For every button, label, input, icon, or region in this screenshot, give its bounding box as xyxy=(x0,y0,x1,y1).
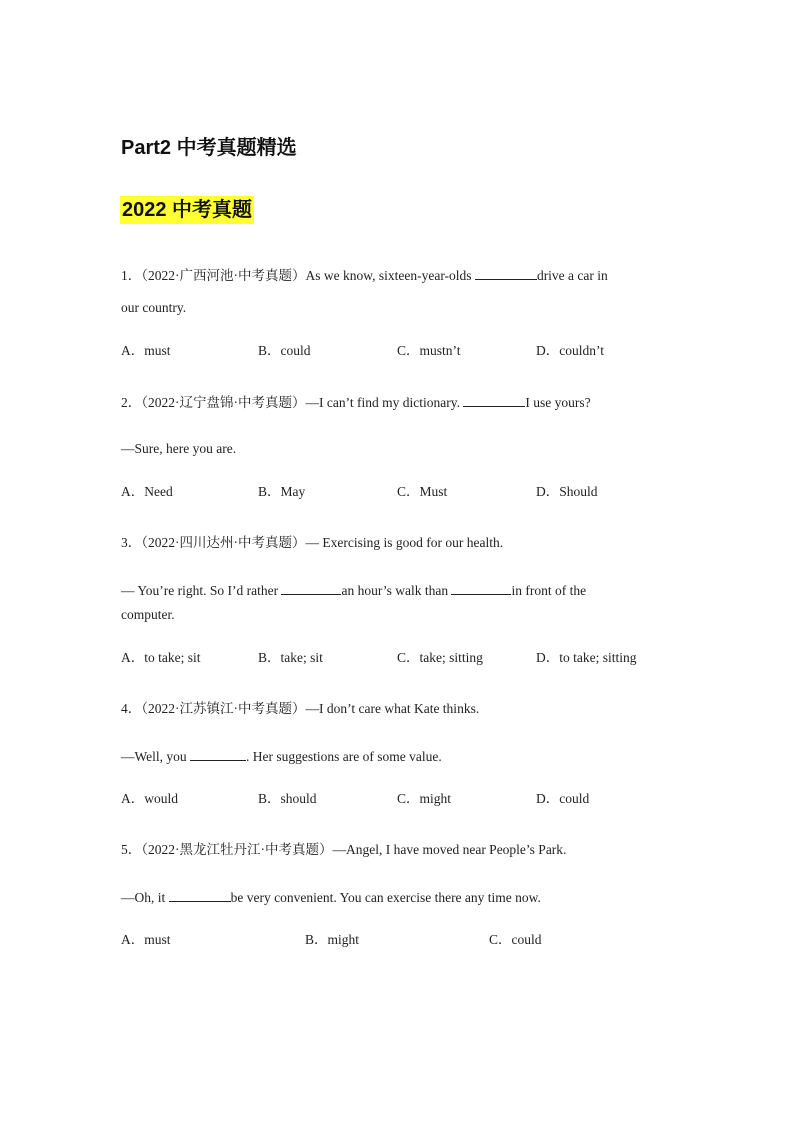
option-d: D．Should xyxy=(536,484,598,499)
question-2-text xyxy=(121,393,591,412)
question-1-stem-end: drive a car in xyxy=(536,268,608,283)
option-a: A．to take; sit xyxy=(121,650,201,665)
question-1-text xyxy=(121,266,608,285)
question-3-text: 3．（2022·四川达州·中考真题）— Exercising is good for our health. xyxy=(121,535,504,550)
answer-blank xyxy=(281,581,341,595)
option-c: C．could xyxy=(489,932,542,947)
question-5-part-b: be very convenient. You can exercise there any time now. xyxy=(230,890,541,905)
option-b: B．might xyxy=(305,932,360,947)
option-a: A．must xyxy=(121,343,171,358)
option-d: D．to take; sitting xyxy=(536,650,637,665)
question-4-part-b: . Her suggestions are of some value. xyxy=(246,749,442,764)
question-4-text: 4．（2022·江苏镇江·中考真题）—I don’t care what Kate thinks. xyxy=(121,701,480,716)
option-b: B．should xyxy=(258,791,317,806)
answer-blank xyxy=(190,747,246,761)
question-3-line3: computer. xyxy=(121,607,175,622)
option-c: C．take; sitting xyxy=(397,650,483,665)
question-3-part-a: — You’re right. So I’d rather xyxy=(121,583,282,598)
option-b: B．could xyxy=(258,343,311,358)
option-b: B．take; sit xyxy=(258,650,323,665)
question-5-part-a: —Oh, it xyxy=(121,890,169,905)
option-d: D．could xyxy=(536,791,590,806)
option-a: A．would xyxy=(121,791,178,806)
question-3-part-c: in front of the xyxy=(511,583,587,598)
option-c: C．Must xyxy=(397,484,448,499)
answer-blank xyxy=(451,581,511,595)
option-c: C．mustn’t xyxy=(397,343,461,358)
question-5-text: 5．（2022·黑龙江牡丹江·中考真题）—Angel, I have moved near People’s Park. xyxy=(121,842,567,857)
part-title: Part2 中考真题精选 xyxy=(121,137,297,159)
option-d: D．couldn’t xyxy=(536,343,604,358)
question-3-line2 xyxy=(121,581,586,600)
answer-blank xyxy=(463,393,525,407)
answer-blank xyxy=(169,888,231,902)
question-2-stem: 2．（2022·辽宁盘锦·中考真题）—I can’t find my dictionary. xyxy=(121,395,464,410)
question-4-line2 xyxy=(121,747,442,766)
question-3-part-b: an hour’s walk than xyxy=(341,583,452,598)
question-1-stem: 1．（2022·广西河池·中考真题）As we know, sixteen-year-olds xyxy=(121,268,475,283)
option-a: A．Need xyxy=(121,484,173,499)
question-4-part-a: —Well, you xyxy=(121,749,191,764)
question-1-line2: our country. xyxy=(121,300,187,315)
question-5-line2 xyxy=(121,888,541,907)
answer-blank xyxy=(475,266,537,280)
question-2-stem-end: I use yours? xyxy=(525,395,591,410)
question-2-line2: —Sure, here you are. xyxy=(121,441,237,456)
section-title: 2022 中考真题 xyxy=(120,196,254,224)
option-c: C．might xyxy=(397,791,452,806)
option-b: B．May xyxy=(258,484,306,499)
option-a: A．must xyxy=(121,932,171,947)
